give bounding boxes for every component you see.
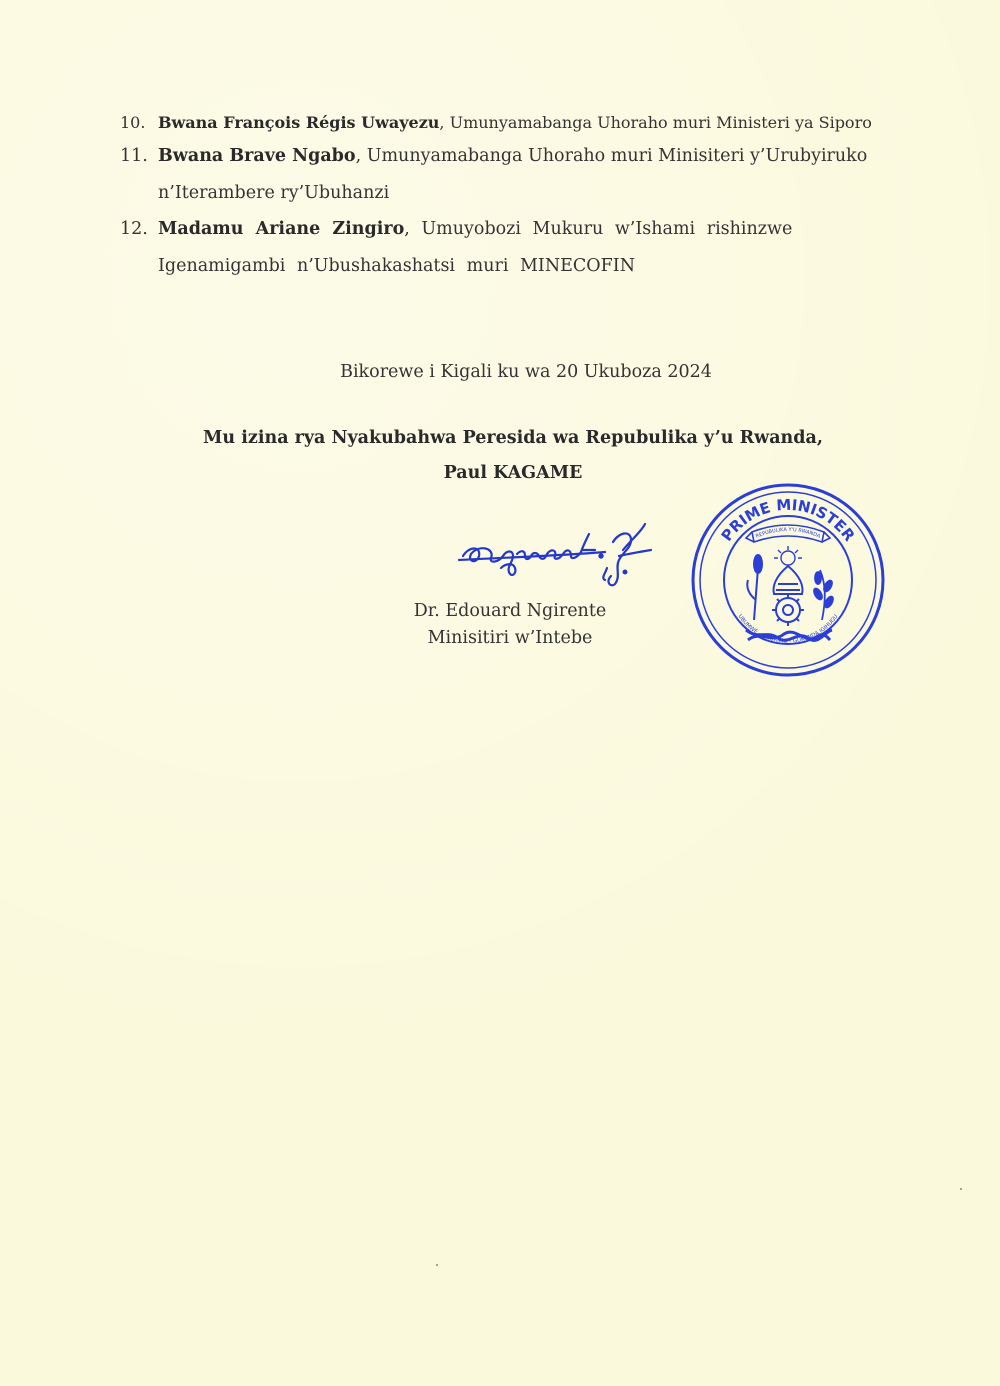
list-number: 11. — [120, 146, 148, 166]
person-role: , Umuyobozi Mukuru w’Ishami rishinzwe — [404, 219, 793, 239]
signer-name: Dr. Edouard Ngirente — [413, 601, 607, 621]
person-role: , Umunyamabanga Uhoraho muri Minisiteri y’Urubyiruko — [355, 146, 868, 166]
list-item — [120, 211, 922, 285]
seal-bottom-text: UBUMWE - UMURIMO - GUKUNDA IGIHUGU — [736, 613, 840, 645]
list-number: 12. — [120, 219, 148, 239]
signer-title: Minisitiri w’Intebe — [427, 628, 593, 648]
prime-minister-seal — [688, 480, 888, 680]
svg-text:REPUBULIKA Y'U RWANDA — [755, 527, 822, 540]
list-item — [120, 104, 922, 141]
list-number: 10. — [120, 113, 146, 132]
list-item — [120, 138, 922, 212]
person-role-continued: Igenamigambi n’Ubushakashatsi muri MINECOFIN — [158, 256, 636, 276]
person-name: Madamu Ariane Zingiro — [158, 219, 405, 239]
authority-line: Mu izina rya Nyakubahwa Peresida wa Repubulika y’u Rwanda, — [203, 428, 823, 448]
seal-banner-text: REPUBULIKA Y'U RWANDA — [754, 526, 822, 540]
person-role: , Umunyamabanga Uhoraho muri Ministeri ya Siporo — [439, 113, 872, 132]
person-role-continued: n’Iterambere ry’Ubuhanzi — [158, 183, 390, 203]
president-name: Paul KAGAME — [443, 463, 583, 483]
date-line: Bikorewe i Kigali ku wa 20 Ukuboza 2024 — [340, 362, 712, 382]
paper-speck — [436, 1264, 438, 1266]
person-name: Bwana Brave Ngabo — [158, 146, 356, 166]
person-name: Bwana François Régis Uwayezu — [158, 113, 440, 132]
signer-block — [405, 598, 615, 652]
handwritten-signature — [455, 516, 655, 594]
seal-text: PRIME MINISTER — [717, 495, 859, 545]
paper-speck — [960, 1188, 962, 1190]
